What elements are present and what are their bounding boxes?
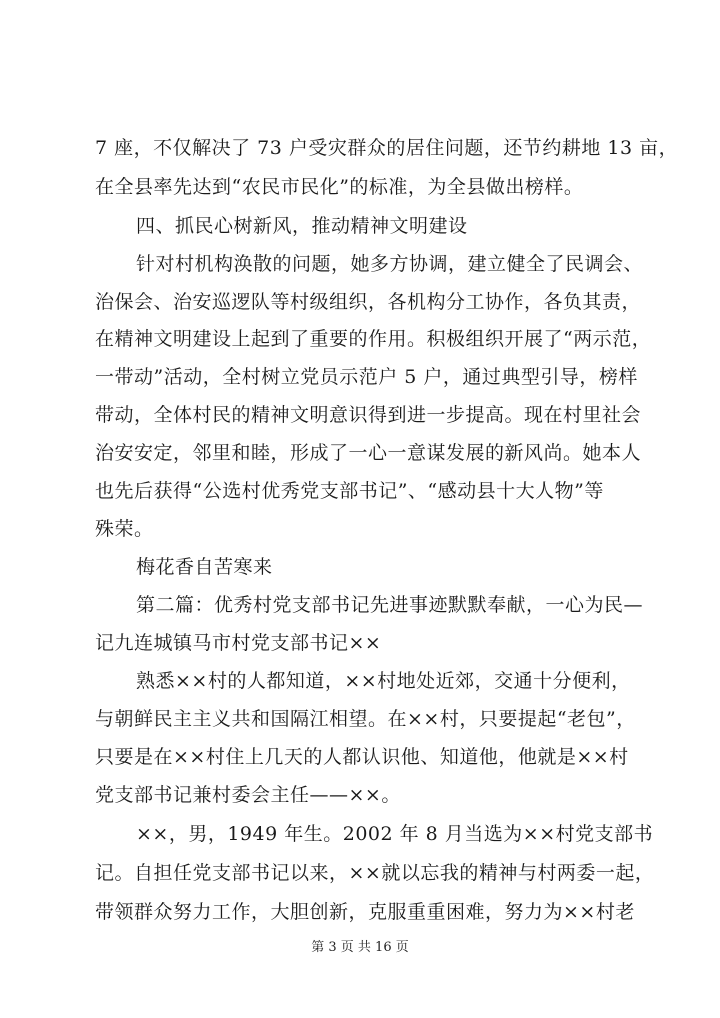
chapter-heading: 第二篇：优秀村党支部书记先进事迹默默奉献，一心为民— bbox=[136, 594, 644, 616]
page-number: 第 3 页 共 16 页 bbox=[311, 940, 409, 955]
text-line: 党支部书记兼村委会主任——××。 bbox=[95, 784, 401, 806]
text-line: 带领群众努力工作，大胆创新，克服重重困难，努力为××村老 bbox=[95, 901, 635, 923]
text-line: 治安安定，邻里和睦，形成了一心一意谋发展的新风尚。她本人 bbox=[95, 442, 642, 464]
article-title: 梅花香自苦寒来 bbox=[136, 556, 273, 578]
text-line: 殊荣。 bbox=[95, 518, 154, 540]
section-heading: 四、抓民心树新风，推动精神文明建设 bbox=[136, 215, 468, 237]
text-line: 只要是在××村住上几天的人都认识他、知道他，他就是××村 bbox=[95, 746, 629, 768]
text-line: 带动，全体村民的精神文明意识得到进一步提高。现在村里社会 bbox=[95, 404, 642, 426]
text-line: 在精神文明建设上起到了重要的作用。积极组织开展了“两示范， bbox=[95, 328, 652, 350]
chapter-heading: 记九连城镇马市村党支部书记×× bbox=[95, 632, 382, 654]
text-line: 治保会、治安巡逻队等村级组织，各机构分工协作，各负其责， bbox=[95, 291, 642, 313]
text-line: 熟悉××村的人都知道，××村地处近郊，交通十分便利， bbox=[136, 670, 631, 692]
text-line: 7 座，不仅解决了 73 户受灾群众的居住问题，还节约耕地 13 亩， bbox=[95, 137, 679, 159]
text-line: 记。自担任党支部书记以来，××就以忘我的精神与村两委一起， bbox=[95, 862, 655, 884]
text-line: ××，男，1949 年生。2002 年 8 月当选为××村党支部书 bbox=[136, 823, 654, 845]
text-line: 也先后获得“公选村优秀党支部书记”、“感动县十大人物”等 bbox=[95, 480, 604, 502]
text-line: 一带动”活动，全村树立党员示范户 5 户，通过典型引导，榜样 bbox=[95, 366, 638, 388]
text-line: 与朝鲜民主主义共和国隔江相望。在××村，只要提起“老包”， bbox=[95, 708, 636, 730]
text-line: 在全县率先达到“农民市民化”的标准，为全县做出榜样。 bbox=[95, 176, 584, 198]
text-line: 针对村机构涣散的问题，她多方协调，建立健全了民调会、 bbox=[136, 253, 644, 275]
